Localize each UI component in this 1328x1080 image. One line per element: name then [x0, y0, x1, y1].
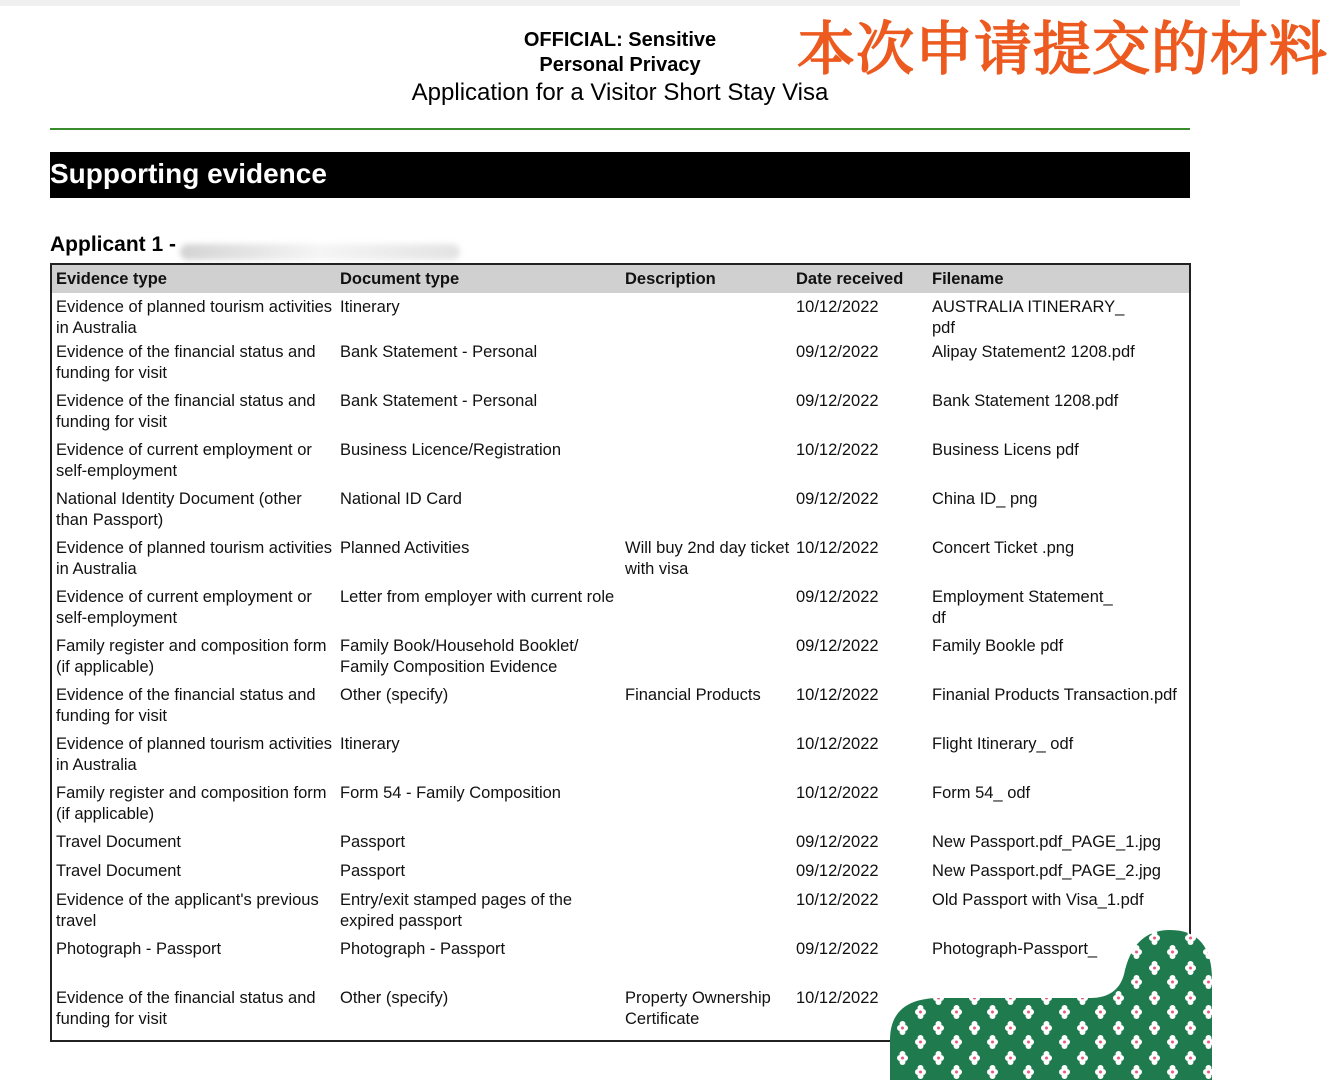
cell-document-type: Entry/exit stamped pages of the expired passport [340, 891, 573, 930]
cell-description [621, 734, 792, 783]
cell-date-received: 10/12/2022 [796, 539, 879, 557]
cell-description [621, 861, 792, 890]
cell-filename: Flight Itinerary_ odf [932, 735, 1074, 753]
cell-date-received: 10/12/2022 [796, 298, 879, 316]
cell-document-type: Itinerary [340, 298, 400, 316]
section-banner [50, 152, 1190, 198]
cell-evidence-type: Family register and composition form (if applicable) [56, 784, 327, 823]
cell-evidence-type: Evidence of the financial status and funding for visit [56, 343, 316, 382]
table-row [52, 342, 1189, 391]
overlay-caption: 本次申请提交的材料 [797, 15, 1328, 83]
cell-date-received: 09/12/2022 [796, 637, 879, 655]
cell-description [621, 391, 792, 440]
cell-filename: Employment Statement_ df [932, 588, 1113, 627]
cell-evidence-type: Evidence of planned tourism activities in Australia [56, 735, 333, 774]
cell-description [621, 783, 792, 832]
cell-evidence-type: Evidence of current employment or self-employment [56, 588, 312, 627]
cell-date-received: 10/12/2022 [796, 784, 879, 802]
cell-date-received: 10/12/2022 [796, 989, 879, 1007]
column-header: Filename [932, 270, 1004, 288]
cell-description [621, 832, 792, 861]
table-row [52, 636, 1189, 685]
table-row [52, 587, 1189, 636]
cell-filename: Concert Ticket .png [932, 539, 1075, 557]
cell-date-received: 09/12/2022 [796, 940, 879, 958]
cell-document-type: Other (specify) [340, 686, 449, 704]
cell-description [621, 342, 792, 391]
cell-filename: China ID_ png [932, 490, 1038, 508]
classification-line1: OFFICIAL: Sensitive [523, 29, 717, 51]
cell-date-received: 10/12/2022 [796, 891, 879, 909]
cell-filename: Photograph-Passport_ [932, 940, 1098, 958]
cell-description [621, 293, 792, 342]
cell-description [621, 587, 792, 636]
cell-evidence-type: Evidence of planned tourism activities in Australia [56, 539, 333, 578]
cell-date-received: 09/12/2022 [796, 392, 879, 410]
cell-evidence-type: Evidence of the financial status and funding for visit [56, 392, 316, 431]
table-row [52, 783, 1189, 832]
table-row [52, 293, 1189, 342]
cell-document-type: Passport [340, 862, 406, 880]
table-row [52, 440, 1189, 489]
applicant-heading: Applicant 1 - [50, 233, 177, 256]
table-row [52, 538, 1189, 587]
table-row [52, 489, 1189, 538]
cell-document-type: Passport [340, 833, 406, 851]
column-header: Evidence type [56, 270, 167, 288]
cell-evidence-type: Evidence of the financial status and funding for visit [56, 686, 316, 725]
cell-evidence-type: Evidence of current employment or self-employment [56, 441, 312, 480]
cell-document-type: Planned Activities [340, 539, 470, 557]
cell-document-type: Itinerary [340, 735, 400, 753]
cell-document-type: Letter from employer with current role [340, 588, 615, 606]
cell-date-received: 09/12/2022 [796, 588, 879, 606]
column-header: Description [625, 270, 716, 288]
cell-document-type: Photograph - Passport [340, 940, 506, 958]
cell-date-received: 09/12/2022 [796, 490, 879, 508]
cell-description [621, 440, 792, 489]
cell-filename: Form 54_ odf [932, 784, 1031, 802]
cell-date-received: 10/12/2022 [796, 686, 879, 704]
cell-evidence-type: Evidence of planned tourism activities in Australia [56, 298, 333, 337]
cell-document-type: Business Licence/Registration [340, 441, 562, 459]
table-row [52, 685, 1189, 734]
floral-sticker [890, 930, 1220, 1080]
column-header: Document type [340, 270, 460, 288]
cell-description [621, 890, 792, 939]
cell-description: Will buy 2nd day ticket with visa [625, 539, 790, 578]
cell-document-type: Bank Statement - Personal [340, 343, 538, 361]
cell-description [621, 939, 792, 988]
cell-date-received: 09/12/2022 [796, 343, 879, 361]
evidence-table-container [50, 263, 1191, 1042]
cell-filename: New Passport.pdf_PAGE_2.jpg [932, 862, 1161, 880]
cell-date-received: 09/12/2022 [796, 862, 879, 880]
form-title: Application for a Visitor Short Stay Visa [411, 79, 829, 106]
cell-evidence-type: Photograph - Passport [56, 940, 222, 958]
column-header: Date received [796, 270, 904, 288]
table-header [52, 265, 1189, 293]
cell-description [621, 489, 792, 538]
table-row [52, 734, 1189, 783]
cell-filename: Family Bookle pdf [932, 637, 1064, 655]
cell-filename: AUSTRALIA ITINERARY_ pdf [932, 298, 1125, 337]
cell-document-type: Other (specify) [340, 989, 449, 1007]
cell-document-type: Bank Statement - Personal [340, 392, 538, 410]
table-body [52, 293, 1189, 1037]
cell-date-received: 10/12/2022 [796, 735, 879, 753]
cell-description: Property Ownership Certificate [625, 989, 771, 1028]
cell-evidence-type: Family register and composition form (if applicable) [56, 637, 327, 676]
table-row [52, 861, 1189, 890]
cell-filename: New Passport.pdf_PAGE_1.jpg [932, 833, 1161, 851]
cell-description [621, 636, 792, 685]
cell-description: Financial Products [625, 686, 761, 704]
cell-filename: Alipay Statement2 1208.pdf [932, 343, 1135, 361]
cell-document-type: Form 54 - Family Composition [340, 784, 561, 802]
top-band [0, 0, 1240, 6]
table-row [52, 832, 1189, 861]
cell-evidence-type: Evidence of the financial status and funding for visit [56, 989, 316, 1028]
classification-line2: Personal Privacy [539, 54, 701, 76]
evidence-table [52, 265, 1189, 1037]
cell-evidence-type: Travel Document [56, 862, 182, 880]
table-row [52, 391, 1189, 440]
cell-document-type: Family Book/Household Booklet/ Family Composition Evidence [340, 637, 579, 676]
cell-date-received: 09/12/2022 [796, 833, 879, 851]
redacted-name [180, 244, 460, 260]
section-title: Supporting evidence [50, 158, 327, 189]
cell-evidence-type: Evidence of the applicant's previous travel [56, 891, 319, 930]
cell-filename: Old Passport with Visa_1.pdf [932, 891, 1144, 909]
cell-evidence-type: National Identity Document (other than Passport) [56, 490, 302, 529]
cell-filename: Bank Statement 1208.pdf [932, 392, 1119, 410]
cell-document-type: National ID Card [340, 490, 462, 508]
green-divider [50, 128, 1190, 130]
table-header-row [52, 265, 1189, 293]
cell-evidence-type: Travel Document [56, 833, 182, 851]
cell-date-received: 10/12/2022 [796, 441, 879, 459]
cell-filename: Business Licens pdf [932, 441, 1079, 459]
cell-filename: Finanial Products Transaction.pdf [932, 686, 1177, 704]
